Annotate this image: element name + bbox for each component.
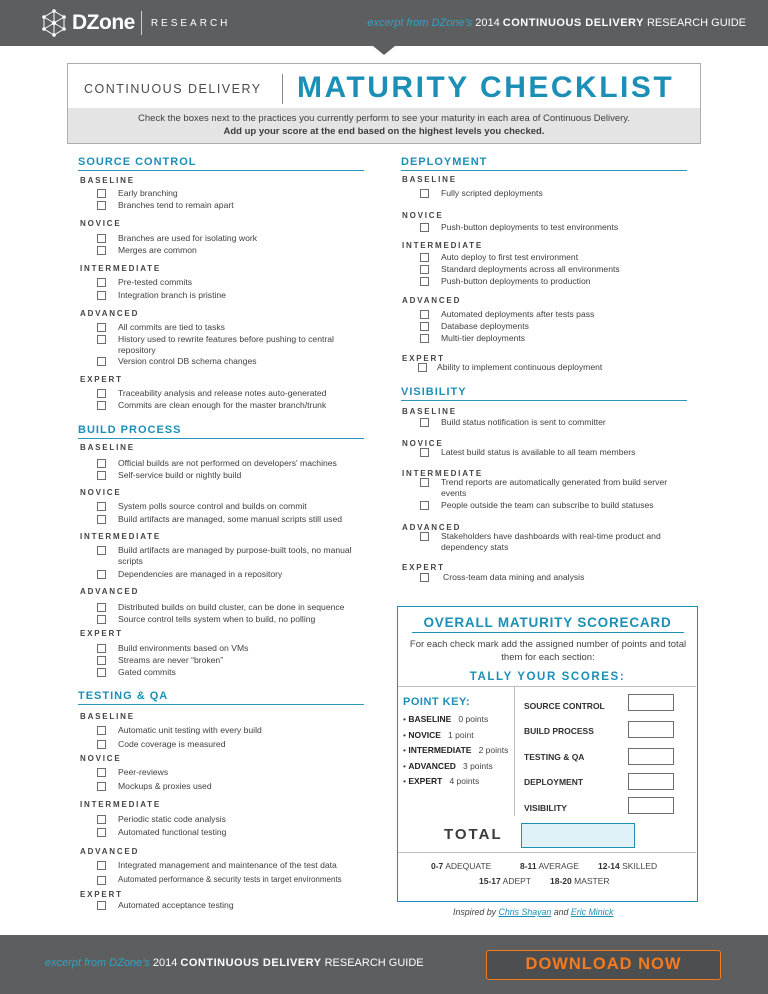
level-label: ADVANCED: [80, 309, 140, 318]
checkbox[interactable]: [97, 828, 106, 837]
checkbox[interactable]: [97, 782, 106, 791]
checklist-item[interactable]: Mockups & proxies used: [97, 781, 367, 792]
level-label: INTERMEDIATE: [80, 800, 162, 809]
credits: Inspired by Chris Shayan and Eric Minick: [453, 907, 614, 917]
level-label: NOVICE: [80, 754, 122, 763]
level-label: EXPERT: [402, 354, 445, 363]
score-range: 8-11 AVERAGE: [520, 861, 579, 871]
checklist-item[interactable]: Branches tend to remain apart: [97, 200, 367, 211]
checkbox[interactable]: [97, 291, 106, 300]
checkbox[interactable]: [97, 726, 106, 735]
title-box: [67, 63, 701, 144]
checklist-item[interactable]: Push-button deployments to production: [420, 276, 690, 287]
score-input-source-control[interactable]: [628, 694, 674, 711]
checkbox[interactable]: [97, 740, 106, 749]
level-label: ADVANCED: [402, 296, 462, 305]
score-category: VISIBILITY: [524, 803, 567, 813]
checkbox[interactable]: [97, 815, 106, 824]
point-key-item: • ADVANCED 3 points: [403, 761, 493, 771]
checklist-item[interactable]: Self-service build or nightly build: [97, 470, 367, 481]
checklist-item[interactable]: Merges are common: [97, 245, 367, 256]
level-label: EXPERT: [402, 563, 445, 572]
checklist-item[interactable]: Build artifacts are managed, some manual scripts still used: [97, 514, 367, 525]
checklist-item[interactable]: Cross-team data mining and analysis: [420, 572, 690, 583]
checklist-item[interactable]: Build environments based on VMs: [97, 643, 367, 654]
checklist-item[interactable]: Integrated management and maintenance of the test data: [97, 860, 367, 871]
checklist-item[interactable]: Code coverage is measured: [97, 739, 367, 750]
excerpt-title: CONTINUOUS DELIVERY: [502, 17, 644, 29]
instruction-line-bold: Add up your score at the end based on the highest levels you checked.: [223, 126, 545, 137]
checkbox[interactable]: [97, 768, 106, 777]
checkbox[interactable]: [420, 277, 429, 286]
checklist-item[interactable]: Branches are used for isolating work: [97, 233, 367, 244]
deployment-heading: DEPLOYMENT: [401, 156, 687, 171]
level-label: BASELINE: [80, 712, 135, 721]
checkbox[interactable]: [97, 570, 106, 579]
checkbox[interactable]: [420, 310, 429, 319]
checkbox[interactable]: [97, 615, 106, 624]
top-bar: [0, 0, 768, 46]
level-label: INTERMEDIATE: [402, 241, 484, 250]
checkbox[interactable]: [97, 323, 106, 332]
checklist-item[interactable]: Dependencies are managed in a repository: [97, 569, 367, 580]
checkbox[interactable]: [418, 363, 427, 372]
checklist-item[interactable]: Streams are never “broken”: [97, 655, 367, 666]
level-label: BASELINE: [80, 443, 135, 452]
excerpt-title: CONTINUOUS DELIVERY: [180, 957, 322, 969]
checkbox[interactable]: [97, 201, 106, 210]
logo-text: DZone: [72, 11, 135, 34]
checklist-item[interactable]: Peer-reviews: [97, 767, 367, 778]
testing-qa-heading: TESTING & QA: [78, 690, 364, 705]
level-label: INTERMEDIATE: [402, 469, 484, 478]
checklist-item[interactable]: Source control tells system when to build, no polling: [97, 614, 367, 625]
checkbox[interactable]: [97, 401, 106, 410]
checkbox[interactable]: [420, 265, 429, 274]
checkbox[interactable]: [420, 334, 429, 343]
checklist-item[interactable]: Periodic static code analysis: [97, 814, 367, 825]
checkbox[interactable]: [97, 546, 106, 555]
checklist-item[interactable]: Official builds are not performed on developers' machines: [97, 458, 367, 469]
level-label: ADVANCED: [402, 523, 462, 532]
score-range: 0-7 ADEQUATE: [431, 861, 492, 871]
checklist-item[interactable]: History used to rewrite features before pushing to central repository: [97, 334, 367, 355]
point-key-item: • NOVICE 1 point: [403, 730, 474, 740]
excerpt-lead: excerpt from DZone's: [45, 957, 150, 969]
checklist-item[interactable]: Database deployments: [420, 321, 690, 332]
scorecard-title: OVERALL MATURITY SCORECARD: [423, 615, 672, 630]
point-key-title: POINT KEY:: [403, 696, 471, 708]
checkbox[interactable]: [97, 357, 106, 366]
checkbox[interactable]: [420, 478, 429, 487]
level-label: BASELINE: [80, 176, 135, 185]
excerpt-tail: RESEARCH GUIDE: [646, 17, 746, 29]
author-link[interactable]: Chris Shayan: [498, 907, 552, 917]
checklist-item[interactable]: Automated acceptance testing: [97, 900, 367, 911]
total-score-input[interactable]: [521, 823, 635, 848]
checkbox[interactable]: [97, 389, 106, 398]
checkbox[interactable]: [420, 418, 429, 427]
checklist-item[interactable]: Automated deployments after tests pass: [420, 309, 690, 320]
logo-divider: [141, 11, 142, 35]
checkbox[interactable]: [97, 603, 106, 612]
scorecard: [397, 606, 698, 902]
checkbox[interactable]: [97, 656, 106, 665]
checkbox[interactable]: [97, 234, 106, 243]
build-process-heading: BUILD PROCESS: [78, 424, 364, 439]
network-icon: [40, 9, 68, 37]
dzone-logo[interactable]: [40, 9, 230, 37]
score-category: DEPLOYMENT: [524, 777, 584, 787]
level-label: EXPERT: [80, 375, 123, 384]
instructions: [68, 108, 700, 143]
bottom-bar: [0, 935, 768, 994]
level-label: INTERMEDIATE: [80, 264, 162, 273]
checkbox[interactable]: [420, 448, 429, 457]
level-label: EXPERT: [80, 629, 123, 638]
visibility-heading: VISIBILITY: [401, 386, 687, 401]
scorecard-divider: [398, 686, 696, 687]
score-input-testing-qa[interactable]: [628, 748, 674, 765]
checklist-item[interactable]: Pre-tested commits: [97, 277, 367, 288]
score-range: 12-14 SKILLED: [598, 861, 658, 871]
checkbox[interactable]: [97, 189, 106, 198]
checklist-item[interactable]: Ability to implement continuous deployment: [418, 362, 690, 373]
checkbox[interactable]: [97, 644, 106, 653]
checklist-item[interactable]: Standard deployments across all environments: [420, 264, 690, 275]
checklist-item[interactable]: Build status notification is sent to committer: [420, 417, 690, 428]
checklist-item[interactable]: Push-button deployments to test environments: [420, 222, 690, 233]
total-divider: [398, 852, 696, 853]
scorecard-column-divider: [514, 686, 515, 816]
checklist-item[interactable]: Build artifacts are managed by purpose-built tools, no manual scripts: [97, 545, 367, 566]
author-link[interactable]: Eric Minick: [570, 907, 614, 917]
level-label: ADVANCED: [80, 587, 140, 596]
score-input-build-process[interactable]: [628, 721, 674, 738]
checklist-item[interactable]: Automated functional testing: [97, 827, 367, 838]
level-label: EXPERT: [80, 890, 123, 899]
point-key-item: • BASELINE 0 points: [403, 714, 489, 724]
score-category: SOURCE CONTROL: [524, 701, 605, 711]
scorecard-title-underline: [412, 632, 684, 633]
checkbox[interactable]: [97, 459, 106, 468]
checklist-item[interactable]: People outside the team can subscribe to build statuses: [420, 500, 690, 511]
logo-subtitle: RESEARCH: [150, 17, 231, 29]
score-range: 15-17 ADEPT: [479, 876, 531, 886]
checkbox[interactable]: [97, 861, 106, 870]
checkbox[interactable]: [97, 278, 106, 287]
checklist-item[interactable]: Version control DB schema changes: [97, 356, 367, 367]
checkbox[interactable]: [420, 322, 429, 331]
tally-heading: TALLY YOUR SCORES:: [469, 671, 626, 683]
score-category: TESTING & QA: [524, 752, 585, 762]
header-caret: [373, 46, 395, 55]
excerpt-tail: RESEARCH GUIDE: [324, 957, 424, 969]
point-key-item: • INTERMEDIATE 2 points: [403, 745, 509, 755]
point-key-item: • EXPERT 4 points: [403, 776, 480, 786]
level-label: NOVICE: [402, 211, 444, 220]
checklist-item[interactable]: Auto deploy to first test environment: [420, 252, 690, 263]
score-range: 18-20 MASTER: [550, 876, 610, 886]
score-category: BUILD PROCESS: [524, 726, 594, 736]
excerpt-year: 2014: [152, 957, 178, 969]
checkbox[interactable]: [420, 501, 429, 510]
section-label: CONTINUOUS DELIVERY: [84, 82, 262, 96]
checklist-item[interactable]: Stakeholders have dashboards with real-time product and dependency stats: [420, 531, 690, 552]
checklist-item[interactable]: Integration branch is pristine: [97, 290, 367, 301]
checkbox[interactable]: [420, 253, 429, 262]
checklist-item[interactable]: All commits are tied to tasks: [97, 322, 367, 333]
checklist-item[interactable]: System polls source control and builds on commit: [97, 501, 367, 512]
checklist-item[interactable]: Fully scripted deployments: [420, 188, 690, 199]
checkbox[interactable]: [420, 573, 429, 582]
checklist-item[interactable]: Gated commits: [97, 667, 367, 678]
title-divider: [282, 74, 283, 104]
level-label: NOVICE: [402, 439, 444, 448]
level-label: ADVANCED: [80, 847, 140, 856]
excerpt-header: [367, 17, 746, 29]
download-now-button[interactable]: DOWNLOAD NOW: [486, 950, 721, 980]
level-label: INTERMEDIATE: [80, 532, 162, 541]
checkbox[interactable]: [97, 502, 106, 511]
checkbox[interactable]: [97, 246, 106, 255]
checklist-item[interactable]: Latest build status is available to all team members: [420, 447, 690, 458]
level-label: NOVICE: [80, 488, 122, 497]
instruction-line: Check the boxes next to the practices you currently perform to see your maturity in each area of Continuous Delivery.: [138, 113, 630, 124]
score-input-deployment[interactable]: [628, 773, 674, 790]
checklist-item[interactable]: Automatic unit testing with every build: [97, 725, 367, 736]
checklist-item[interactable]: Trend reports are automatically generated from build server events: [420, 477, 690, 498]
excerpt-year: 2014: [475, 17, 500, 29]
checkbox[interactable]: [420, 532, 429, 541]
checkbox[interactable]: [420, 189, 429, 198]
total-label: TOTAL: [444, 826, 503, 843]
source-control-heading: SOURCE CONTROL: [78, 156, 364, 171]
checkbox[interactable]: [420, 223, 429, 232]
checkbox[interactable]: [97, 515, 106, 524]
checkbox[interactable]: [97, 471, 106, 480]
scorecard-description: For each check mark add the assigned number of points and total them for each section:: [409, 639, 687, 663]
checkbox[interactable]: [97, 335, 106, 344]
excerpt-footer: [45, 957, 424, 969]
level-label: NOVICE: [80, 219, 122, 228]
checkbox[interactable]: [97, 901, 106, 910]
checkbox[interactable]: [97, 668, 106, 677]
checklist-item[interactable]: Multi-tier deployments: [420, 333, 690, 344]
checklist-item[interactable]: Traceability analysis and release notes auto-generated: [97, 388, 367, 399]
score-input-visibility[interactable]: [628, 797, 674, 814]
checklist-item[interactable]: Commits are clean enough for the master branch/trunk: [97, 400, 367, 411]
page-title: MATURITY CHECKLIST: [297, 71, 675, 104]
checklist-item[interactable]: Distributed builds on build cluster, can be done in sequence: [97, 602, 367, 613]
checkbox[interactable]: [97, 876, 106, 885]
level-label: BASELINE: [402, 175, 457, 184]
excerpt-lead: excerpt from DZone's: [367, 17, 473, 29]
level-label: BASELINE: [402, 407, 457, 416]
checklist-item[interactable]: Automated performance & security tests in target environments: [97, 875, 372, 886]
checklist-item[interactable]: Early branching: [97, 188, 367, 199]
